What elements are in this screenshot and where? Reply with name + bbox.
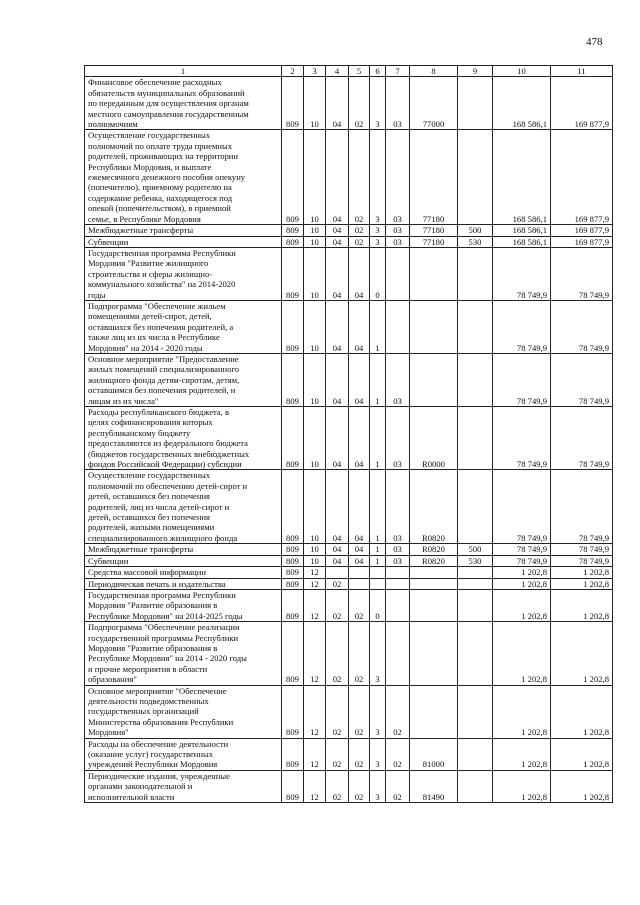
description-line: жилищного фонда детям-сиротам, детям,: [88, 374, 240, 385]
description-line: Республике Мордовия" на 2014-2025 годы: [88, 610, 243, 621]
table-row: [85, 578, 613, 589]
description-line: Мордовия "Развитие жилищного: [88, 258, 209, 269]
cell-col-8: 77180: [410, 236, 458, 247]
description-line: помещениями детей-сирот, детей,: [88, 311, 212, 322]
description-line: целях софинансирования которых: [88, 417, 213, 428]
cell-col-5: 04: [349, 544, 370, 555]
description-line: Основное мероприятие "Предоставление: [88, 353, 239, 364]
description-line: (бюджетов государственных внебюджетных: [88, 448, 250, 459]
cell-col-7: [386, 567, 410, 578]
cell-col-7: 02: [386, 770, 410, 802]
row-description: [85, 578, 282, 589]
description-line: коммунального хозяйства" на 2014-2020: [88, 279, 236, 290]
cell-col-5: 04: [349, 353, 370, 406]
row-description: [85, 770, 282, 802]
cell-col-6: 3: [370, 622, 386, 685]
cell-col-4: 04: [326, 407, 349, 470]
cell-col-7: [386, 300, 410, 353]
description-line: годы: [88, 289, 106, 300]
cell-col-5: 02: [349, 770, 370, 802]
cell-col-10: 78 749,9: [493, 300, 551, 353]
row-description: [85, 225, 282, 236]
cell-col-6: 1: [370, 407, 386, 470]
description-line: жилых помещений специализированного: [88, 364, 240, 375]
description-line: (оказание услуг) государственных: [88, 749, 214, 759]
description-line: Периодическая печать и издательства: [88, 578, 226, 589]
description-line: Республике Мордовия" на 2014 - 2020 годы: [88, 653, 247, 664]
cell-col-2: 809: [282, 247, 304, 300]
cell-col-6: 3: [370, 77, 386, 130]
cell-col-3: 12: [304, 685, 326, 738]
cell-col-11: 169 877,9: [551, 236, 613, 247]
cell-col-5: 02: [349, 225, 370, 236]
cell-col-4: 04: [326, 247, 349, 300]
cell-col-7: [386, 589, 410, 621]
cell-col-8: 77000: [410, 77, 458, 130]
cell-col-4: 02: [326, 589, 349, 621]
cell-col-7: [386, 578, 410, 589]
cell-col-9: [458, 567, 493, 578]
cell-col-8: R0820: [410, 470, 458, 544]
description-line: учреждений Республики Мордовия: [88, 759, 218, 770]
cell-col-2: 809: [282, 236, 304, 247]
cell-col-9: [458, 578, 493, 589]
cell-col-2: 809: [282, 300, 304, 353]
cell-col-9: [458, 685, 493, 738]
cell-col-11: 78 749,9: [551, 247, 613, 300]
cell-col-8: R0820: [410, 555, 458, 566]
cell-col-10: 78 749,9: [493, 544, 551, 555]
cell-col-10: 1 202,8: [493, 589, 551, 621]
cell-col-11: 78 749,9: [551, 544, 613, 555]
cell-col-7: [386, 622, 410, 685]
description-line: фондов Российской Федерации) субсидии: [88, 459, 242, 470]
cell-col-10: 78 749,9: [493, 470, 551, 544]
row-description: [85, 407, 282, 470]
cell-col-3: 12: [304, 770, 326, 802]
cell-col-10: 1 202,8: [493, 578, 551, 589]
column-header-5: 5: [349, 66, 370, 77]
row-description: [85, 300, 282, 353]
cell-col-4: 02: [326, 578, 349, 589]
column-header-9: 9: [458, 66, 493, 77]
description-line: специализированного жилищного фонда: [88, 532, 238, 543]
description-line: оставшимся без попечения родителей, и: [88, 385, 236, 396]
cell-col-2: 809: [282, 407, 304, 470]
description-line: оставшихся без попечения родителей, а: [88, 321, 234, 332]
description-line: предоставляются из федерального бюджета: [88, 438, 248, 449]
table-row: [85, 130, 613, 225]
row-description: [85, 77, 282, 130]
cell-col-3: 10: [304, 555, 326, 566]
description-line: Государственная программа Республики: [88, 589, 236, 600]
description-line: Мордовия" на 2014 - 2020 годы: [88, 342, 203, 353]
cell-col-2: 809: [282, 555, 304, 566]
cell-col-3: 12: [304, 738, 326, 770]
cell-col-7: 02: [386, 685, 410, 738]
cell-col-6: 1: [370, 353, 386, 406]
description-line: Осуществление государственных: [88, 130, 211, 141]
cell-col-5: 02: [349, 236, 370, 247]
cell-col-3: 10: [304, 353, 326, 406]
table-row: [85, 622, 613, 685]
cell-col-9: [458, 77, 493, 130]
description-line: Подпрограмма "Обеспечение жильем: [88, 300, 226, 311]
description-line: Межбюджетные трансферты: [88, 225, 194, 236]
cell-col-6: 3: [370, 130, 386, 225]
table-row: [85, 685, 613, 738]
cell-col-10: 78 749,9: [493, 247, 551, 300]
cell-col-8: [410, 567, 458, 578]
cell-col-7: 03: [386, 555, 410, 566]
cell-col-10: 1 202,8: [493, 685, 551, 738]
cell-col-5: 02: [349, 622, 370, 685]
cell-col-2: 809: [282, 622, 304, 685]
row-description: [85, 567, 282, 578]
table-row: [85, 407, 613, 470]
cell-col-5: 02: [349, 738, 370, 770]
cell-col-2: 809: [282, 770, 304, 802]
cell-col-8: 81000: [410, 738, 458, 770]
cell-col-6: 1: [370, 544, 386, 555]
cell-col-11: 78 749,9: [551, 353, 613, 406]
row-description: [85, 555, 282, 566]
cell-col-2: 809: [282, 225, 304, 236]
table-row: [85, 567, 613, 578]
description-line: содержание ребенка, находящегося под: [88, 192, 233, 203]
cell-col-6: 3: [370, 770, 386, 802]
description-line: Осуществление государственных: [88, 470, 211, 481]
cell-col-9: [458, 589, 493, 621]
cell-col-3: 10: [304, 236, 326, 247]
cell-col-11: 78 749,9: [551, 300, 613, 353]
cell-col-4: 04: [326, 555, 349, 566]
cell-col-4: 04: [326, 225, 349, 236]
cell-col-3: 10: [304, 77, 326, 130]
cell-col-7: 03: [386, 236, 410, 247]
cell-col-8: [410, 300, 458, 353]
cell-col-9: 500: [458, 225, 493, 236]
cell-col-3: 12: [304, 578, 326, 589]
cell-col-2: 809: [282, 544, 304, 555]
description-line: Министерства образования Республики: [88, 716, 234, 727]
description-line: и прочие мероприятия в области: [88, 663, 208, 674]
cell-col-4: 04: [326, 544, 349, 555]
cell-col-6: 0: [370, 589, 386, 621]
cell-col-4: [326, 567, 349, 578]
cell-col-4: 02: [326, 622, 349, 685]
cell-col-11: 1 202,8: [551, 685, 613, 738]
cell-col-11: 78 749,9: [551, 555, 613, 566]
cell-col-9: [458, 353, 493, 406]
description-line: Основное мероприятие "Обеспечение: [88, 685, 227, 696]
cell-col-6: 1: [370, 555, 386, 566]
description-line: Государственная программа Республики: [88, 247, 236, 258]
cell-col-4: 04: [326, 236, 349, 247]
table-row: [85, 236, 613, 247]
cell-col-11: 1 202,8: [551, 578, 613, 589]
cell-col-7: 03: [386, 544, 410, 555]
cell-col-8: [410, 578, 458, 589]
cell-col-9: [458, 738, 493, 770]
cell-col-10: 1 202,8: [493, 567, 551, 578]
cell-col-10: 78 749,9: [493, 555, 551, 566]
cell-col-7: 03: [386, 77, 410, 130]
cell-col-10: 78 749,9: [493, 353, 551, 406]
cell-col-4: 02: [326, 738, 349, 770]
cell-col-10: 1 202,8: [493, 738, 551, 770]
description-line: полномочий по оплате труда приемных: [88, 140, 233, 151]
cell-col-8: 77180: [410, 130, 458, 225]
description-line: Республики Мордовия, и выплате: [88, 161, 212, 172]
cell-col-7: 03: [386, 353, 410, 406]
column-header-6: 6: [370, 66, 386, 77]
table-row: [85, 544, 613, 555]
cell-col-5: 04: [349, 555, 370, 566]
description-line: Подпрограмма "Обеспечение реализации: [88, 622, 240, 633]
cell-col-4: 02: [326, 685, 349, 738]
cell-col-2: 809: [282, 685, 304, 738]
cell-col-8: 77180: [410, 225, 458, 236]
cell-col-11: 1 202,8: [551, 589, 613, 621]
cell-col-11: 1 202,8: [551, 738, 613, 770]
table-row: [85, 770, 613, 802]
description-line: ежемесячного денежного пособия опекуну: [88, 172, 246, 183]
description-line: республиканскому бюджету: [88, 427, 191, 438]
cell-col-6: 0: [370, 247, 386, 300]
cell-col-11: 1 202,8: [551, 622, 613, 685]
row-description: [85, 589, 282, 621]
cell-col-7: 03: [386, 130, 410, 225]
cell-col-8: R0820: [410, 544, 458, 555]
description-line: Субвенции: [88, 236, 129, 247]
cell-col-11: 169 877,9: [551, 77, 613, 130]
column-header-1: 1: [85, 66, 282, 77]
cell-col-11: 78 749,9: [551, 407, 613, 470]
cell-col-3: 10: [304, 407, 326, 470]
cell-col-3: 10: [304, 225, 326, 236]
cell-col-10: 168 586,1: [493, 77, 551, 130]
description-line: обязательств муниципальных образований: [88, 87, 245, 98]
cell-col-2: 809: [282, 130, 304, 225]
cell-col-3: 12: [304, 589, 326, 621]
cell-col-5: 04: [349, 247, 370, 300]
cell-col-8: [410, 353, 458, 406]
column-header-2: 2: [282, 66, 304, 77]
cell-col-11: 169 877,9: [551, 130, 613, 225]
cell-col-6: 1: [370, 300, 386, 353]
cell-col-6: 1: [370, 470, 386, 544]
cell-col-10: 168 586,1: [493, 225, 551, 236]
cell-col-6: 3: [370, 738, 386, 770]
table-row: [85, 247, 613, 300]
column-header-8: 8: [410, 66, 458, 77]
cell-col-8: [410, 685, 458, 738]
row-description: [85, 247, 282, 300]
description-line: опекой (попечительством), в приемной: [88, 203, 231, 214]
cell-col-7: 02: [386, 738, 410, 770]
cell-col-3: 10: [304, 130, 326, 225]
description-line: Периодические издания, учрежденные: [88, 770, 230, 781]
cell-col-6: [370, 578, 386, 589]
row-description: [85, 236, 282, 247]
table-row: [85, 225, 613, 236]
cell-col-9: [458, 770, 493, 802]
cell-col-9: 530: [458, 236, 493, 247]
cell-col-5: [349, 567, 370, 578]
description-line: Мордовия "Развитие образования в: [88, 642, 218, 653]
row-description: [85, 622, 282, 685]
description-line: полномочий по обеспечению детей-сирот и: [88, 480, 248, 491]
cell-col-11: 1 202,8: [551, 567, 613, 578]
description-line: родителей, проживающих на территории: [88, 151, 238, 162]
table-row: [85, 353, 613, 406]
table-row: [85, 470, 613, 544]
description-line: (попечителю), приемному родителю на: [88, 182, 232, 193]
cell-col-9: 530: [458, 555, 493, 566]
description-line: семье, в Республике Мордовия: [88, 213, 201, 224]
table-row: [85, 589, 613, 621]
row-description: [85, 685, 282, 738]
cell-col-7: [386, 247, 410, 300]
description-line: также лиц из их числа в Республике: [88, 332, 220, 343]
description-line: полномочиям: [88, 119, 138, 130]
cell-col-3: 12: [304, 567, 326, 578]
cell-col-4: 04: [326, 77, 349, 130]
cell-col-2: 809: [282, 589, 304, 621]
cell-col-6: 3: [370, 236, 386, 247]
cell-col-8: [410, 622, 458, 685]
cell-col-2: 809: [282, 738, 304, 770]
description-line: деятельности подведомственных: [88, 695, 209, 706]
cell-col-7: 03: [386, 225, 410, 236]
description-line: Средства массовой информации: [88, 567, 206, 578]
table-row: [85, 300, 613, 353]
cell-col-9: 500: [458, 544, 493, 555]
description-line: Мордовия": [88, 727, 129, 738]
column-header-3: 3: [304, 66, 326, 77]
column-header-10: 10: [493, 66, 551, 77]
row-description: [85, 130, 282, 225]
cell-col-5: 04: [349, 300, 370, 353]
cell-col-10: 168 586,1: [493, 236, 551, 247]
cell-col-9: [458, 622, 493, 685]
row-description: [85, 470, 282, 544]
cell-col-8: [410, 247, 458, 300]
cell-col-3: 12: [304, 622, 326, 685]
description-line: строительства и сферы жилищно-: [88, 268, 213, 279]
row-description: [85, 544, 282, 555]
page-number: 478: [586, 36, 603, 48]
cell-col-2: 809: [282, 567, 304, 578]
cell-col-6: 3: [370, 685, 386, 738]
description-line: местного самоуправления государственным: [88, 108, 249, 119]
cell-col-6: 3: [370, 225, 386, 236]
cell-col-10: 78 749,9: [493, 407, 551, 470]
cell-col-3: 10: [304, 544, 326, 555]
description-line: детей, оставшихся без попечения: [88, 491, 210, 502]
table-row: [85, 77, 613, 130]
table-row: [85, 738, 613, 770]
description-line: Субвенции: [88, 555, 129, 566]
table-header-row: [85, 66, 613, 77]
cell-col-7: 03: [386, 470, 410, 544]
description-line: исполнительной власти: [88, 791, 175, 802]
row-description: [85, 738, 282, 770]
description-line: государственных организаций: [88, 706, 199, 717]
cell-col-9: [458, 407, 493, 470]
row-description: [85, 353, 282, 406]
cell-col-7: 03: [386, 407, 410, 470]
cell-col-11: 1 202,8: [551, 770, 613, 802]
cell-col-2: 809: [282, 353, 304, 406]
cell-col-5: 02: [349, 685, 370, 738]
cell-col-3: 10: [304, 247, 326, 300]
cell-col-9: [458, 130, 493, 225]
cell-col-11: 78 749,9: [551, 470, 613, 544]
cell-col-3: 10: [304, 470, 326, 544]
description-line: Межбюджетные трансферты: [88, 544, 194, 555]
cell-col-5: 02: [349, 589, 370, 621]
description-line: Расходы на обеспечение деятельности: [88, 738, 229, 749]
cell-col-2: 809: [282, 578, 304, 589]
description-line: лицам из их числа": [88, 395, 159, 406]
cell-col-9: [458, 300, 493, 353]
cell-col-5: 02: [349, 130, 370, 225]
cell-col-9: [458, 247, 493, 300]
description-line: Мордовия "Развитие образования в: [88, 600, 218, 611]
description-line: образования": [88, 674, 137, 685]
description-line: родителей, жилыми помещениями: [88, 522, 215, 533]
cell-col-5: [349, 578, 370, 589]
cell-col-4: 04: [326, 353, 349, 406]
cell-col-2: 809: [282, 77, 304, 130]
cell-col-8: 81490: [410, 770, 458, 802]
budget-table: [84, 65, 613, 803]
cell-col-5: 04: [349, 470, 370, 544]
column-header-4: 4: [326, 66, 349, 77]
cell-col-8: [410, 589, 458, 621]
cell-col-10: 1 202,8: [493, 770, 551, 802]
cell-col-9: [458, 470, 493, 544]
description-line: Финансовое обеспечение расходных: [88, 77, 222, 88]
description-line: Расходы республиканского бюджета, в: [88, 407, 230, 417]
cell-col-2: 809: [282, 470, 304, 544]
cell-col-10: 168 586,1: [493, 130, 551, 225]
cell-col-6: [370, 567, 386, 578]
cell-col-4: 04: [326, 130, 349, 225]
description-line: органами законодательной и: [88, 781, 193, 792]
cell-col-8: R0000: [410, 407, 458, 470]
description-line: по переданным для осуществления органам: [88, 98, 249, 109]
column-header-11: 11: [551, 66, 613, 77]
cell-col-11: 169 877,9: [551, 225, 613, 236]
cell-col-4: 04: [326, 300, 349, 353]
description-line: родителей, лиц из числа детей-сирот и: [88, 501, 230, 512]
cell-col-4: 02: [326, 770, 349, 802]
cell-col-5: 04: [349, 407, 370, 470]
column-header-7: 7: [386, 66, 410, 77]
description-line: государственной программы Республики: [88, 632, 239, 643]
cell-col-4: 04: [326, 470, 349, 544]
table-row: [85, 555, 613, 566]
cell-col-3: 10: [304, 300, 326, 353]
cell-col-10: 1 202,8: [493, 622, 551, 685]
description-line: детей, оставшихся без попечения: [88, 512, 210, 523]
cell-col-5: 02: [349, 77, 370, 130]
